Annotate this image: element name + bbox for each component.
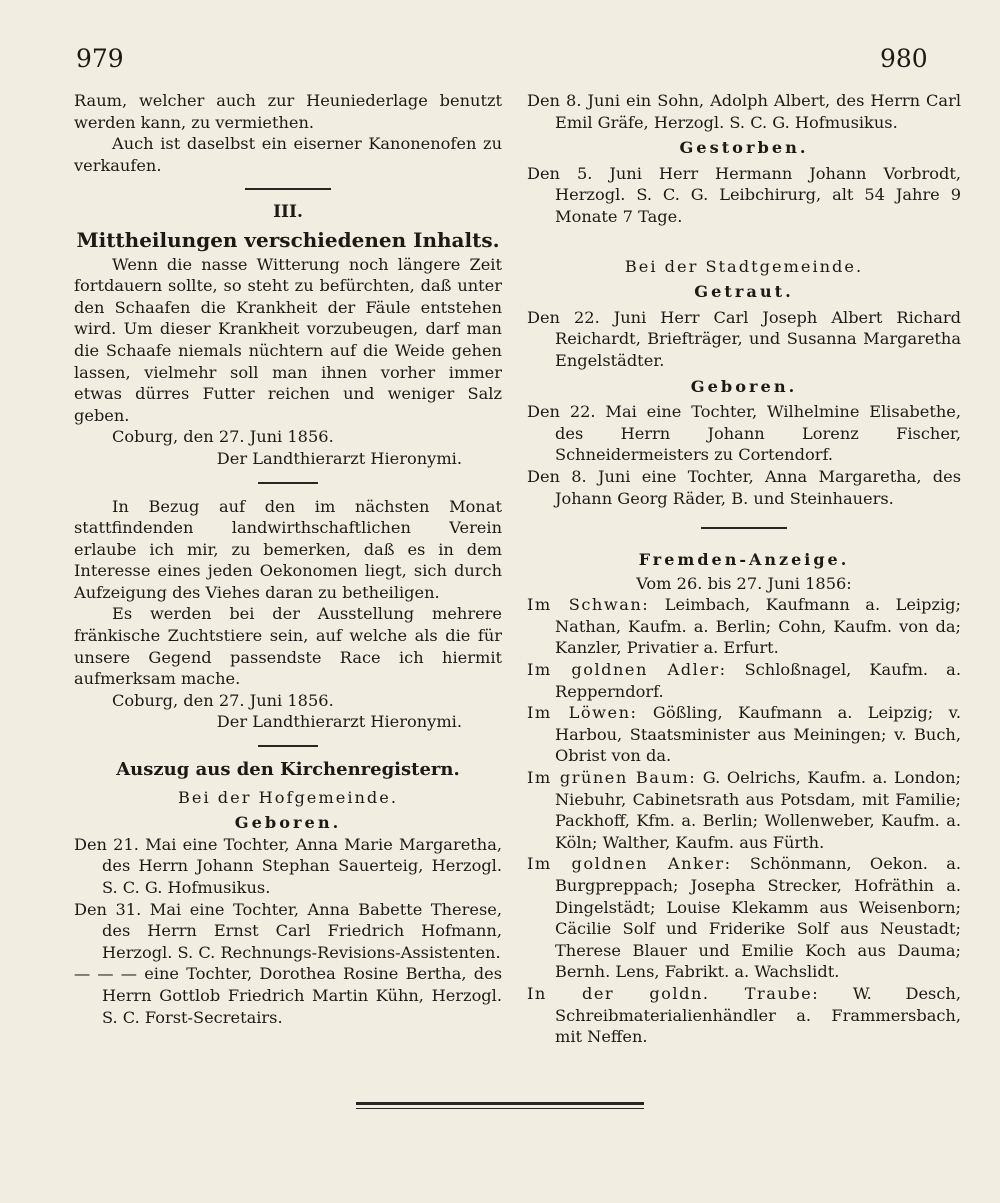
- paragraph: Wenn die nasse Witterung noch längere Zeit fortdauern sollte, so steht zu befürchten, daß unter den Schaafen die Krankheit der Fäule entstehen wird. Um dieser Krankheit vorzubeugen, darf man die Schaafe niemals nüchtern auf die Weide gehen lassen, vielmehr soll man ihnen vorher immer etwas dürres Futter reichen und weniger Salz geben.: [74, 254, 502, 425]
- register-entry: Den 22. Juni Herr Carl Joseph Albert Richard Reichardt, Briefträger, und Susanna Margaretha Engelstädter.: [527, 307, 961, 370]
- page-number-left: 979: [76, 44, 124, 73]
- inn-guests: W. Desch, Schreibmaterialienhändler a. Frammersbach, mit Neffen.: [555, 983, 961, 1047]
- register-entry: Den 8. Juni ein Sohn, Adolph Albert, des Herrn Carl Emil Gräfe, Herzogl. S. C. G. Hofmusikus.: [527, 91, 961, 132]
- register-entry: Den 8. Juni eine Tochter, Anna Margaretha, des Johann Georg Räder, B. und Steinhauers.: [527, 466, 961, 508]
- inn-entry: [527, 702, 961, 767]
- signature: Der Landthierarzt Hieronymi.: [216, 712, 462, 732]
- divider: [258, 482, 318, 484]
- signature: Der Landthierarzt Hieronymi.: [216, 448, 462, 468]
- gestorben-heading: Gestorben.: [679, 138, 809, 158]
- stadtgemeinde-heading: Bei der Stadtgemeinde.: [624, 256, 864, 276]
- inn-guests: Schloßnagel, Kaufm. a. Repperndorf.: [555, 660, 961, 701]
- section-number: III.: [273, 202, 303, 223]
- left-column: [74, 90, 502, 1028]
- dateline: Coburg, den 27. Juni 1856.: [112, 427, 334, 447]
- inn-name: In der goldn. Traube:: [527, 983, 820, 1003]
- paragraph: Raum, welcher auch zur Heuniederlage benutzt werden kann, zu vermiethen.: [74, 91, 502, 132]
- section-title: Mittheilungen verschiedenen Inhalts.: [76, 227, 500, 252]
- divider: [245, 188, 331, 190]
- inn-entry: [527, 983, 961, 1048]
- register-entry: Den 31. Mai eine Tochter, Anna Babette Therese, des Herrn Ernst Carl Friedrich Hofmann, Herzogl. S. C. Rechnungs-Revisions-Assistenten.: [74, 899, 502, 962]
- page-number-right: 980: [880, 44, 928, 73]
- paragraph: In Bezug auf den im nächsten Monat stattfindenden landwirthschaftlichen Verein erlaube ich mir, zu bemerken, daß es in dem Interesse eines jeden Oekonomen liegt, sich durch Aufzeigung des Viehes daran zu betheiligen.: [74, 496, 502, 602]
- inn-guests: G. Oelrichs, Kaufm. a. London; Niebuhr, Cabinetsrath aus Potsdam, mit Familie; Packhoff, Kfm. a. Berlin; Wollenweber, Kaufm. a. Köln; Walther, Kaufm. aus Fürth.: [555, 768, 961, 852]
- register-title: Auszug aus den Kirchenregistern.: [116, 759, 460, 781]
- right-column: [527, 90, 961, 1048]
- inn-guests: Gößling, Kaufmann a. Leipzig; v. Harbou, Staatsminister aus Meiningen; v. Buch, Obrist von da.: [555, 703, 961, 766]
- divider: [701, 527, 787, 529]
- register-entry: Den 22. Mai eine Tochter, Wilhelmine Elisabethe, des Herrn Johann Lorenz Fischer, Schneidermeisters zu Cortendorf.: [527, 402, 961, 465]
- inn-name: Im grünen Baum:: [527, 768, 697, 788]
- register-entry: Den 5. Juni Herr Hermann Johann Vorbrodt, Herzogl. S. C. G. Leibchirurg, alt 54 Jahre 9 Monate 7 Tage.: [527, 163, 961, 226]
- inn-name: Im goldnen Anker:: [527, 854, 732, 874]
- fremden-heading: Fremden-Anzeige.: [638, 550, 850, 570]
- geboren-heading: Geboren.: [234, 813, 342, 833]
- inn-name: Im Schwan:: [527, 595, 650, 615]
- inn-entry: [527, 659, 961, 702]
- inn-entry: [527, 767, 961, 853]
- register-entry: Den 21. Mai eine Tochter, Anna Marie Margaretha, des Herrn Johann Stephan Sauerteig, Herzogl. S. C. G. Hofmusikus.: [74, 834, 502, 897]
- inn-name: Im goldnen Adler:: [527, 660, 727, 680]
- paragraph: Auch ist daselbst ein eiserner Kanonenofen zu verkaufen.: [74, 134, 502, 175]
- hofgemeinde-heading: Bei der Hofgemeinde.: [177, 787, 399, 807]
- fremden-date: Vom 26. bis 27. Juni 1856:: [636, 573, 852, 593]
- page-end-rule-thin: [356, 1108, 644, 1109]
- dateline: Coburg, den 27. Juni 1856.: [112, 690, 334, 710]
- register-entry: — — — eine Tochter, Dorothea Rosine Bertha, des Herrn Gottlob Friedrich Martin Kühn, Herzogl. S. C. Forst-Secretairs.: [74, 964, 502, 1027]
- page-end-rule: [356, 1102, 644, 1105]
- inn-guests: Schönmann, Oekon. a. Burgpreppach; Josepha Strecker, Hofräthin a. Dingelstädt; Louise Klekamm aus Weisenborn; Cäcilie Solf und Friderike Solf aus Neustadt; Therese Blauer und Emilie Koch aus Dauma; Bernh. Lens, Fabrikt. a. Wachslidt.: [555, 854, 961, 982]
- inn-name: Im Löwen:: [527, 703, 638, 723]
- getraut-heading: Getraut.: [694, 282, 794, 302]
- geboren-heading: Geboren.: [690, 376, 798, 396]
- inn-entry: [527, 594, 961, 659]
- inn-guests: Leimbach, Kaufmann a. Leipzig; Nathan, Kaufm. a. Berlin; Cohn, Kaufm. von da; Kanzler, Privatier a. Erfurt.: [555, 595, 961, 658]
- paragraph: Es werden bei der Ausstellung mehrere fränkische Zuchtstiere sein, auf welche als die für unsere Gegend passendste Race ich hiermit aufmerksam mache.: [74, 604, 502, 689]
- inn-entry: [527, 853, 961, 983]
- divider: [258, 745, 318, 747]
